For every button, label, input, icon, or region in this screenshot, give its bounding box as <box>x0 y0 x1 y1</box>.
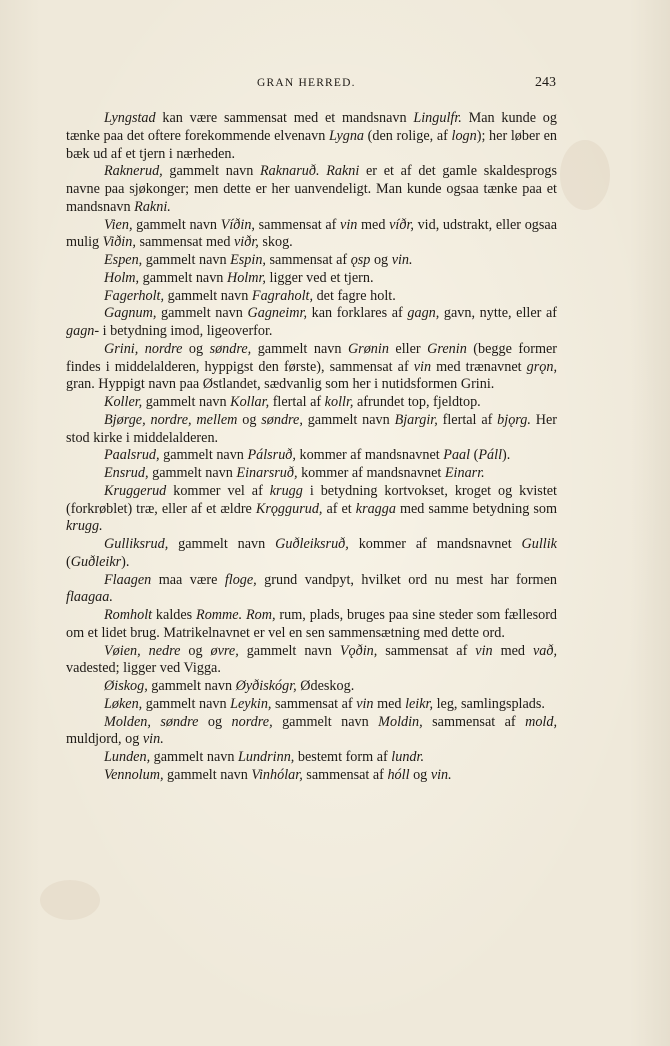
entry-text: kommer vel af <box>166 482 270 499</box>
entry-text: gammelt navn <box>162 163 260 180</box>
italic-term: Vennolum, <box>104 766 164 783</box>
italic-term: vin. <box>430 766 452 783</box>
place-name-entry <box>66 110 557 163</box>
entry-text: gammelt navn <box>251 340 348 357</box>
entry-text: bestemt form af <box>294 749 392 765</box>
place-name-entry <box>66 305 557 341</box>
entry-text: muldjord, og <box>66 731 143 748</box>
entry-text: skog. <box>258 234 293 251</box>
page-number: 243 <box>535 75 556 90</box>
entry-text: med samme betydning som <box>395 500 557 517</box>
italic-term: leikr, <box>405 695 434 712</box>
entry-text: gammelt navn <box>142 695 231 712</box>
italic-term: viðr, <box>234 234 259 251</box>
italic-term: krugg <box>269 482 303 499</box>
italic-term: Víðin, <box>220 216 255 233</box>
entry-text: sammensat af <box>422 713 526 730</box>
entry-text <box>141 643 149 659</box>
italic-term: søndre, <box>209 340 252 357</box>
italic-term: Krǫggurud, <box>255 500 323 517</box>
italic-term: Molden, <box>104 713 151 730</box>
entry-text: kommer af mandsnavnet <box>348 536 522 552</box>
entry-text: ( <box>66 553 71 570</box>
italic-term: nordre <box>144 340 183 357</box>
italic-term: víðr, <box>389 216 414 233</box>
entry-text: og <box>182 340 210 357</box>
entry-text: gammelt navn <box>156 305 248 322</box>
entry-text: ); her løber en bæk ud af et tjern i nærheden. <box>66 127 558 162</box>
italic-term: Grini, <box>104 340 139 357</box>
place-name-entry <box>66 394 557 412</box>
italic-term: Gullik <box>521 536 557 552</box>
italic-term: Rom, <box>246 607 276 623</box>
entry-text: (den rolige, af <box>364 127 452 144</box>
italic-term: Vǫðin, <box>339 642 378 659</box>
place-name-entry <box>66 643 557 679</box>
italic-term: Gagnum, <box>104 305 157 322</box>
italic-term: nedre <box>148 642 181 659</box>
italic-term: nordre, <box>150 411 192 428</box>
italic-term: Gulliksrud, <box>104 536 169 552</box>
italic-term: Lingulfr. <box>413 110 462 126</box>
italic-term: Raknaruð. <box>260 163 320 180</box>
entry-text: ). <box>502 447 511 464</box>
italic-term: Grønin <box>347 340 389 357</box>
place-name-entry <box>66 341 557 394</box>
place-name-entry <box>66 714 557 750</box>
entry-text: ( <box>470 447 479 464</box>
italic-term: vin. <box>142 731 164 748</box>
italic-term: Bjargir, <box>394 411 438 428</box>
entry-text: Her stod kirke i middelalderen. <box>66 411 558 446</box>
entry-text: gammelt navn <box>272 713 379 730</box>
entry-text: og <box>237 411 262 428</box>
italic-term: Vinhólar, <box>251 766 303 783</box>
italic-term: gagn, <box>407 305 440 322</box>
italic-term: Viðin, <box>102 234 136 251</box>
italic-term: Einarsruð, <box>236 465 298 481</box>
paper-stain <box>560 140 610 210</box>
italic-term: Guðleiksruð, <box>275 536 349 552</box>
italic-term: gagn- <box>66 323 100 339</box>
italic-term: søndre <box>160 713 199 730</box>
italic-term: Øiskog, <box>104 678 148 694</box>
italic-term: Lyngstad <box>104 110 156 126</box>
italic-term: Løken, <box>104 695 143 712</box>
italic-term: lundr. <box>391 749 424 765</box>
italic-term: vað, <box>532 642 558 659</box>
italic-term: Lygna <box>328 127 365 144</box>
italic-term: vin. <box>391 252 413 268</box>
entry-text: leg, samlingsplads. <box>433 695 545 712</box>
entry-text: med <box>357 216 390 233</box>
entry-text: gammelt navn <box>150 749 238 765</box>
entry-text: Ødeskog. <box>296 678 355 694</box>
entry-text: kommer af mandsnavnet <box>295 447 444 464</box>
place-name-entry <box>66 749 557 767</box>
italic-term: Kollar, <box>230 394 270 410</box>
italic-term: Øyðiskógr, <box>235 678 297 694</box>
italic-term: søndre, <box>261 411 303 428</box>
italic-term: vin <box>413 358 432 375</box>
italic-term: Flaagen <box>104 571 152 588</box>
italic-term: Páll <box>478 447 503 464</box>
italic-term: Gagneimr, <box>247 305 307 322</box>
italic-term: Paal <box>443 447 471 464</box>
entry-text: kaldes <box>152 607 197 623</box>
italic-term: Lunden, <box>104 749 151 765</box>
place-name-entry <box>66 572 557 608</box>
entry-text: gran. Hyppigt navn paa Østlandet, sædvanlig som her i nutidsformen Grini. <box>66 376 495 393</box>
entry-text: gammelt navn <box>142 252 231 268</box>
entry-text: gavn, nytte, eller af <box>439 305 557 322</box>
entry-text: gammelt navn <box>132 216 221 233</box>
entry-text: vadested; ligger ved Vigga. <box>66 660 221 677</box>
entry-text: kan forklares af <box>307 305 408 322</box>
entry-text: eller <box>388 340 428 357</box>
place-name-entry <box>66 412 557 448</box>
entry-text: og <box>180 642 211 659</box>
italic-term: Romme. <box>196 607 243 623</box>
entry-text: og <box>370 252 392 268</box>
italic-term: Raknerud, <box>104 163 163 180</box>
italic-term: logn <box>451 127 477 144</box>
entry-text: og <box>198 713 232 730</box>
italic-term: Espin, <box>230 252 266 268</box>
italic-term: vin <box>340 216 358 233</box>
italic-term: Fagraholt, <box>251 287 314 304</box>
place-name-entry <box>66 678 557 696</box>
place-name-entry <box>66 536 557 572</box>
place-name-entry <box>66 163 557 216</box>
entry-text: af et <box>322 500 356 517</box>
entry-text: i betydning imod, ligeoverfor. <box>99 323 273 339</box>
entry-text: sammensat af <box>302 766 388 783</box>
place-name-entry <box>66 465 557 483</box>
entry-text: og <box>409 766 431 783</box>
place-name-entry <box>66 767 557 785</box>
entry-text: Man kunde og tænke paa det oftere forekommende elvenavn <box>66 110 557 144</box>
entry-text: gammelt navn <box>148 465 237 481</box>
entry-text: med <box>492 642 533 659</box>
entry-text: ). <box>121 553 130 570</box>
italic-term: Grenin <box>427 340 467 357</box>
place-name-entry <box>66 607 557 643</box>
entry-text: gammelt navn <box>139 269 227 286</box>
place-name-entry <box>66 270 557 288</box>
italic-term: hóll <box>387 766 410 783</box>
paper-stain <box>40 880 100 920</box>
entry-text: gammelt navn <box>142 394 231 410</box>
italic-term: Kruggerud <box>104 482 167 499</box>
italic-term: kragga <box>355 500 396 517</box>
entry-text: sammensat med <box>135 234 234 251</box>
entry-text: det fagre holt. <box>313 287 396 304</box>
entry-text: ligger ved et tjern. <box>265 269 374 286</box>
italic-term: Espen, <box>104 252 143 268</box>
entry-text: gammelt navn <box>238 642 340 659</box>
entry-text: gammelt navn <box>168 536 276 552</box>
italic-term: Leykin, <box>230 695 272 712</box>
italic-term: krugg. <box>66 518 103 535</box>
italic-term: Einarr. <box>444 465 485 481</box>
entry-text: gammelt navn <box>147 678 236 694</box>
italic-term: bjǫrg. <box>497 411 531 428</box>
entry-text: gammelt navn <box>159 447 248 464</box>
italic-term: Ensrud, <box>104 465 149 481</box>
italic-term: Vien, <box>104 216 133 233</box>
italic-term: Bjørge, <box>104 411 146 428</box>
italic-term: Romholt <box>104 607 153 623</box>
italic-term: vin <box>475 642 493 659</box>
body-text <box>66 110 557 785</box>
entry-text: gammelt navn <box>163 766 252 783</box>
entry-text: flertal af <box>269 394 325 410</box>
entry-text: sammensat af <box>265 252 351 268</box>
place-name-entry <box>66 696 557 714</box>
place-name-entry <box>66 447 557 465</box>
entry-text <box>151 714 160 730</box>
italic-term: nordre, <box>231 713 273 730</box>
entry-text: gammelt navn <box>164 287 252 304</box>
entry-text: sammensat af <box>271 695 357 712</box>
italic-term: Guðleikr <box>70 553 122 570</box>
entry-text: afrundet top, fjeldtop. <box>353 394 481 410</box>
place-name-entry <box>66 288 557 306</box>
italic-term: Lundrinn, <box>237 749 295 765</box>
italic-term: Koller, <box>104 394 143 410</box>
italic-term: vin <box>356 695 374 712</box>
page-header <box>66 77 556 95</box>
entry-text: rum, plads, bruges paa sine steder som fællesord om et lidet brug. Matrikelnavnet er vel en sen sammensætning med dette ord. <box>66 607 558 641</box>
entry-text: med <box>373 695 406 712</box>
italic-term: Rakni. <box>134 198 171 215</box>
italic-term: Fagerholt, <box>104 287 165 304</box>
italic-term: Moldin, <box>378 713 423 730</box>
place-name-entry <box>66 483 557 536</box>
entry-text: gammelt navn <box>302 411 395 428</box>
italic-term: Holmr, <box>226 269 266 286</box>
entry-text: kan være sammensat med et mandsnavn <box>155 110 414 126</box>
italic-term: mold, <box>525 713 557 730</box>
italic-term: Rakni <box>326 163 360 180</box>
entry-text: grund vandpyt, hvilket ord nu mest har formen <box>256 571 557 588</box>
entry-text: i betydning kortvokset, kroget og kvistet (forkrøblet) træ, eller af et ældre <box>66 482 557 517</box>
entry-text: er et af det gamle skaldesprogs navne paa sjøkonger; men dette er her uanvendeligt. Man kunde ogsaa tænke paa et mandsnavn <box>66 163 557 215</box>
italic-term: flaagaa. <box>66 589 113 606</box>
italic-term: Holm, <box>104 269 140 286</box>
place-name-entry <box>66 252 557 270</box>
italic-term: grǫn, <box>526 358 557 375</box>
place-name-entry <box>66 217 557 253</box>
italic-term: øvre, <box>210 642 239 659</box>
entry-text: med trænavnet <box>431 358 527 375</box>
italic-term: Vøien, <box>104 642 141 659</box>
entry-text: maa være <box>151 571 225 588</box>
entry-text: sammensat af <box>377 642 476 659</box>
italic-term: mellem <box>196 411 238 428</box>
italic-term: Pálsruð, <box>247 447 296 464</box>
italic-term: fl​oge, <box>224 571 257 588</box>
entry-text: vid, udstrakt, eller ogsaa mulig <box>66 216 557 251</box>
entry-text: kommer af mandsnavnet <box>297 465 445 481</box>
entry-text: flertal af <box>437 411 498 428</box>
italic-term: ǫsp <box>350 252 371 268</box>
italic-term: Paalsrud, <box>104 447 160 464</box>
running-title: GRAN HERRED. <box>257 77 356 89</box>
entry-text: sammensat af <box>254 216 341 233</box>
italic-term: kollr, <box>324 394 354 410</box>
entry-text: (begge former findes i middelalderen, hyppigst den første), sammensat af <box>66 340 558 375</box>
